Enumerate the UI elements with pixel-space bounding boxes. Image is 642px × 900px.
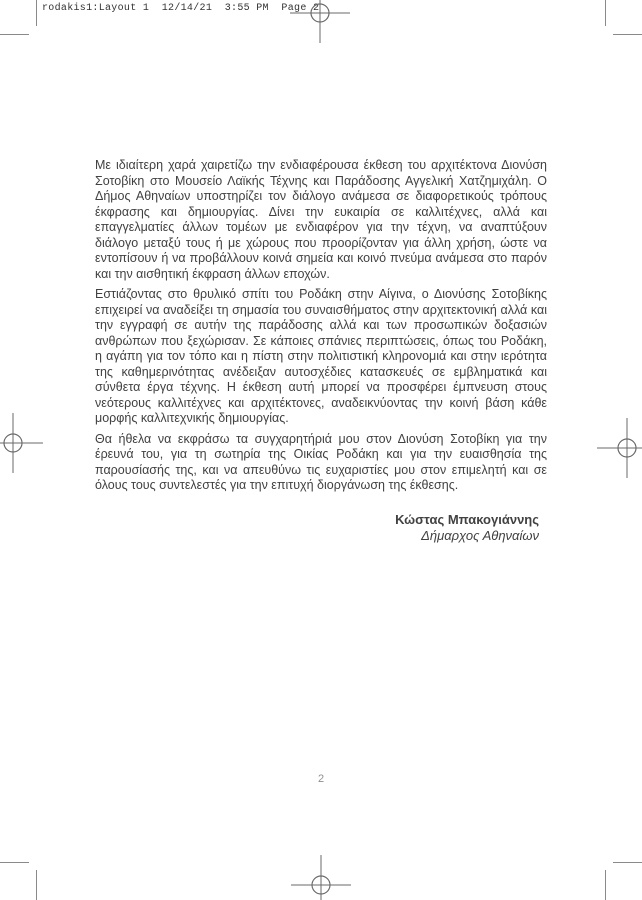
print-job-header: rodakis1:Layout 1 12/14/21 3:55 PM Page 2 (42, 3, 320, 14)
registration-mark-bottom-icon (291, 855, 351, 900)
signature-name: Κώστας Μπακογιάννης (395, 512, 539, 527)
crop-mark-top-right-horizontal (613, 34, 642, 35)
crop-mark-top-right-vertical (605, 0, 606, 26)
crop-mark-bottom-left-vertical (36, 870, 37, 900)
paragraph-1: Με ιδιαίτερη χαρά χαιρετίζω την ενδιαφέρουσα έκθεση του αρχιτέκτονα Διονύση Σοτοβίκη στο Μουσείο Λαϊκής Τέχνης και Παράδοσης Αγγελική Χατζημιχάλη. Ο Δήμος Αθηναίων υποστηρίζει τον διάλογο ανάμεσα σε διαφορετικούς τρόπους έκφρασης και δημιουργίας. Δίνει την ευκαιρία σε καλλιτέχνες, αλλά και επαγγελματίες άλλων τομέων με ενδιαφέρον για την τέχνη, να αναπτύξουν διάλογο μεταξύ τους ή με χώρους που προορίζονταν για άλλη χρήση, ώστε να εντοπίσουν ή να προβάλλουν κοινά σημεία και κοινό πνεύμα ανάμεσα στο παρόν και την αισθητική έκφραση άλλων εποχών. (95, 158, 547, 281)
registration-mark-left-icon (0, 413, 43, 473)
crop-mark-bottom-right-vertical (605, 870, 606, 900)
signature-title: Δήμαρχος Αθηναίων (421, 527, 539, 543)
crop-mark-top-left-horizontal (0, 34, 29, 35)
page-number: 2 (317, 773, 325, 785)
paragraph-3: Θα ήθελα να εκφράσω τα συγχαρητήριά μου στον Διονύση Σοτοβίκη για την έρευνά του, για τη σωτηρία της Οικίας Ροδάκη και για την ευαισθησία της παρουσίασής της, και να απευθύνω τις ευχαριστίες μου στον επιμελητή και σε όλους τους συντελεστές για την επιτυχή διοργάνωση της έκθεσης. (95, 431, 547, 492)
crop-mark-top-left-vertical (36, 0, 37, 26)
paragraph-2: Εστιάζοντας στο θρυλικό σπίτι του Ροδάκη στην Αίγινα, ο Διονύσης Σοτοβίκης επιχειρεί να αναδείξει τη σημασία του συναισθήματος στην αρχιτεκτονική αλλά και την εγγραφή σε αυτήν της παράδοσης αλλά και των προσωπικών δοξασιών ανθρώπων που ξεχώρισαν. Σε κάποιες σπάνιες περιπτώσεις, όπως του Ροδάκη, η αγάπη για τον τόπο και η πίστη στην πολιτιστική κληρονομιά και στην ιερότητα της καθημερινότητας ανέδειξαν αυτοσχέδιες κατασκευές σε εμβληματικά και σύνθετα έργα τέχνης. Η έκθεση αυτή μπορεί να προσφέρει έμπνευση στους νεότερους καλλιτέχνες και αρχιτέκτονες, αναδεικνύοντας την κοινή βάση κάθε μορφής καλλιτεχνικής δημιουργίας. (95, 287, 547, 425)
signature-block (395, 512, 539, 543)
letter-body (95, 158, 547, 499)
registration-mark-top-icon (290, 0, 350, 43)
registration-mark-right-icon (597, 418, 642, 478)
crop-mark-bottom-right-horizontal (613, 862, 642, 863)
crop-mark-bottom-left-horizontal (0, 862, 29, 863)
